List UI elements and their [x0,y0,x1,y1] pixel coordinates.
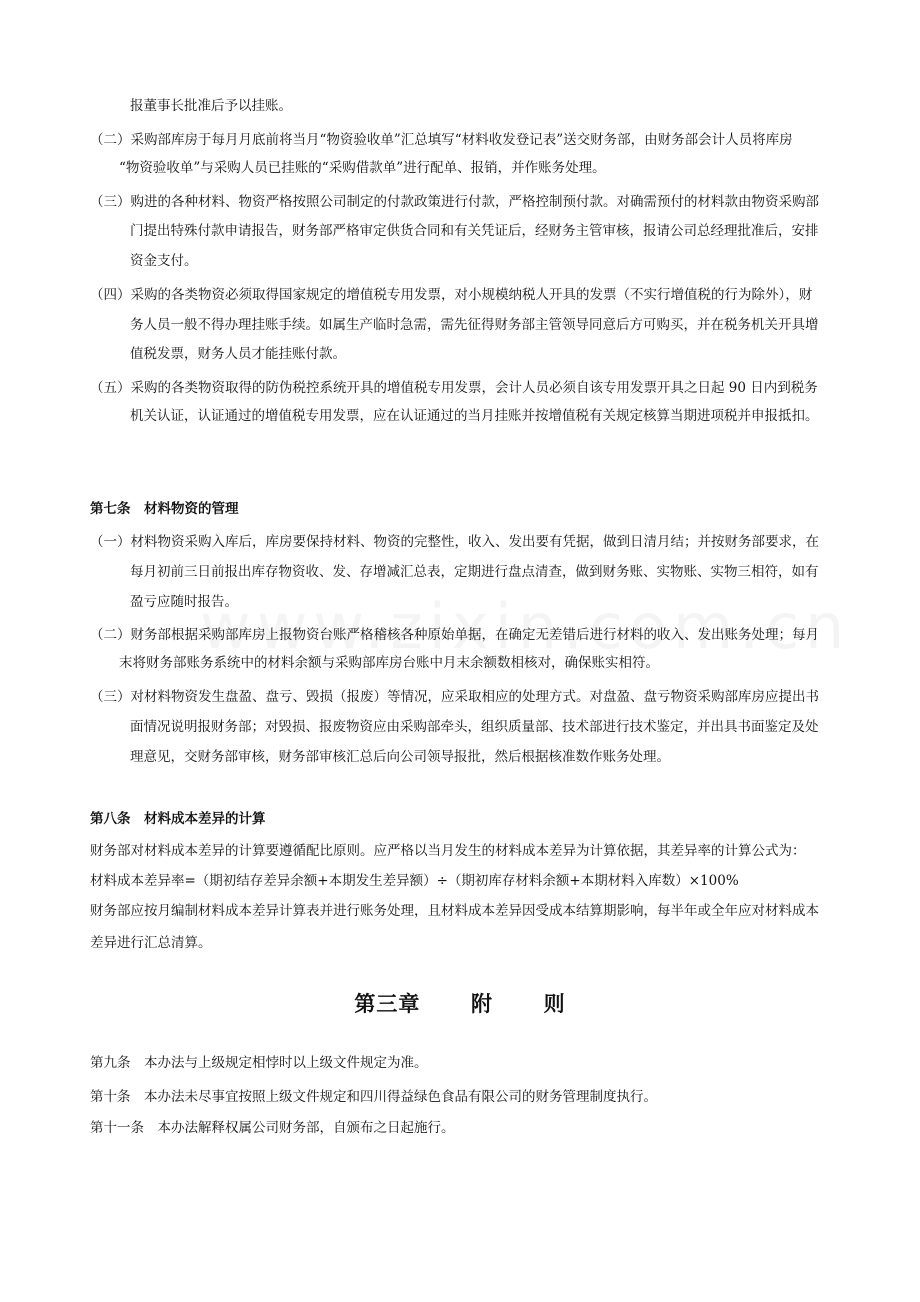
s6-item2-line1: （二）采购部库房于每月月底前将当月“物资验收单”汇总填写“材料收发登记表”送交财务部，由财务部会计人员将库房 [90,132,793,148]
article10: 第十条 本办法未尽事宜按照上级文件规定和四川得益绿色食品有限公司的财务管理制度执行。 [90,1089,657,1105]
article7-heading: 第七条 材料物资的管理 [90,501,239,517]
a8-formula: 材料成本差异率=（期初结存差异余额+本期发生差异额）÷（期初库存材料余额+本期材料入库数）×100% [90,873,739,889]
a7-item1-line2: 每月初前三日前报出库存物资收、发、存增减汇总表，定期进行盘点清查，做到财务账、实物账、实物三相符，如有 [130,564,819,580]
s6-item3-line1: （三）购进的各种材料、物资严格按照公司制定的付款政策进行付款，严格控制预付款。对确需预付的材料款由物资采购部 [90,194,819,210]
a8-line1: 财务部对材料成本差异的计算要遵循配比原则。应严格以当月发生的材料成本差异为计算依据，其差异率的计算公式为： [90,843,806,859]
s6-item4-line3: 值税发票，财务人员才能挂账付款。 [130,346,346,362]
a8-line4: 差异进行汇总清算。 [90,935,212,951]
s6-item3-line3: 资金支付。 [130,253,198,269]
article9: 第九条 本办法与上级规定相悖时以上级文件规定为准。 [90,1055,428,1071]
s6-item1-line1: 报董事长批准后予以挂账。 [130,98,292,114]
a8-line3: 财务部应按月编制材料成本差异计算表并进行账务处理，且材料成本差异因受成本结算期影响，每半年或全年应对材料成本 [90,903,819,919]
a7-item1-line1: （一）材料物资采购入库后，库房要保持材料、物资的完整性，收入、发出要有凭据，做到日清月结；并按财务部要求，在 [90,534,819,550]
a7-item1-line3: 盈亏应随时报告。 [130,594,238,610]
chapter3-title [0,988,920,1018]
a7-item3-line3: 理意见，交财务部审核，财务部审核汇总后向公司领导报批，然后根据核准数作账务处理。 [130,749,670,765]
chapter3-word1: 附 [471,992,493,1016]
chapter3-number: 第三章 [354,992,421,1016]
s6-item2-line2: “物资验收单”与采购人员已挂账的“采购借款单”进行配单、报销，并作账务处理。 [119,160,606,176]
article8-heading: 第八条 材料成本差异的计算 [90,811,266,827]
chapter3-word2: 则 [543,992,566,1016]
a7-item3-line1: （三）对材料物资发生盘盈、盘亏、毁损（报废）等情况，应采取相应的处理方式。对盘盈、盘亏物资采购部库房应提出书 [90,689,819,705]
s6-item4-line1: （四）采购的各类物资必须取得国家规定的增值税专用发票，对小规模纳税人开具的发票（不实行增值税的行为除外），财 [90,287,813,303]
s6-item4-line2: 务人员一般不得办理挂账手续。如属生产临时急需，需先征得财务部主管领导同意后方可购买，并在税务机关开具增 [130,317,819,333]
article11: 第十一条 本办法解释权属公司财务部，自颁布之日起施行。 [90,1120,455,1136]
a7-item3-line2: 面情况说明报财务部；对毁损、报废物资应由采购部牵头，组织质量部、技术部进行技术鉴定，并出具书面鉴定及处 [130,719,819,735]
a7-item2-line1: （二）财务部根据采购部库房上报物资台账严格稽核各种原始单据，在确定无差错后进行材料的收入、发出账务处理；每月 [90,627,819,643]
s6-item5-line2: 机关认证，认证通过的增值税专用发票，应在认证通过的当月挂账并按增值税有关规定核算当期进项税并申报抵扣。 [130,408,819,424]
s6-item3-line2: 门提出特殊付款申请报告，财务部严格审定供货合同和有关凭证后，经财务主管审核，报请公司总经理批准后，安排 [130,223,819,239]
s6-item5-line1: （五）采购的各类物资取得的防伪税控系统开具的增值税专用发票，会计人员必须自该专用发票开具之日起 90 日内到税务 [90,380,818,396]
a7-item2-line2: 末将财务部账务系统中的材料余额与采购部库房台账中月末余额数相核对，确保账实相符。 [119,655,659,671]
